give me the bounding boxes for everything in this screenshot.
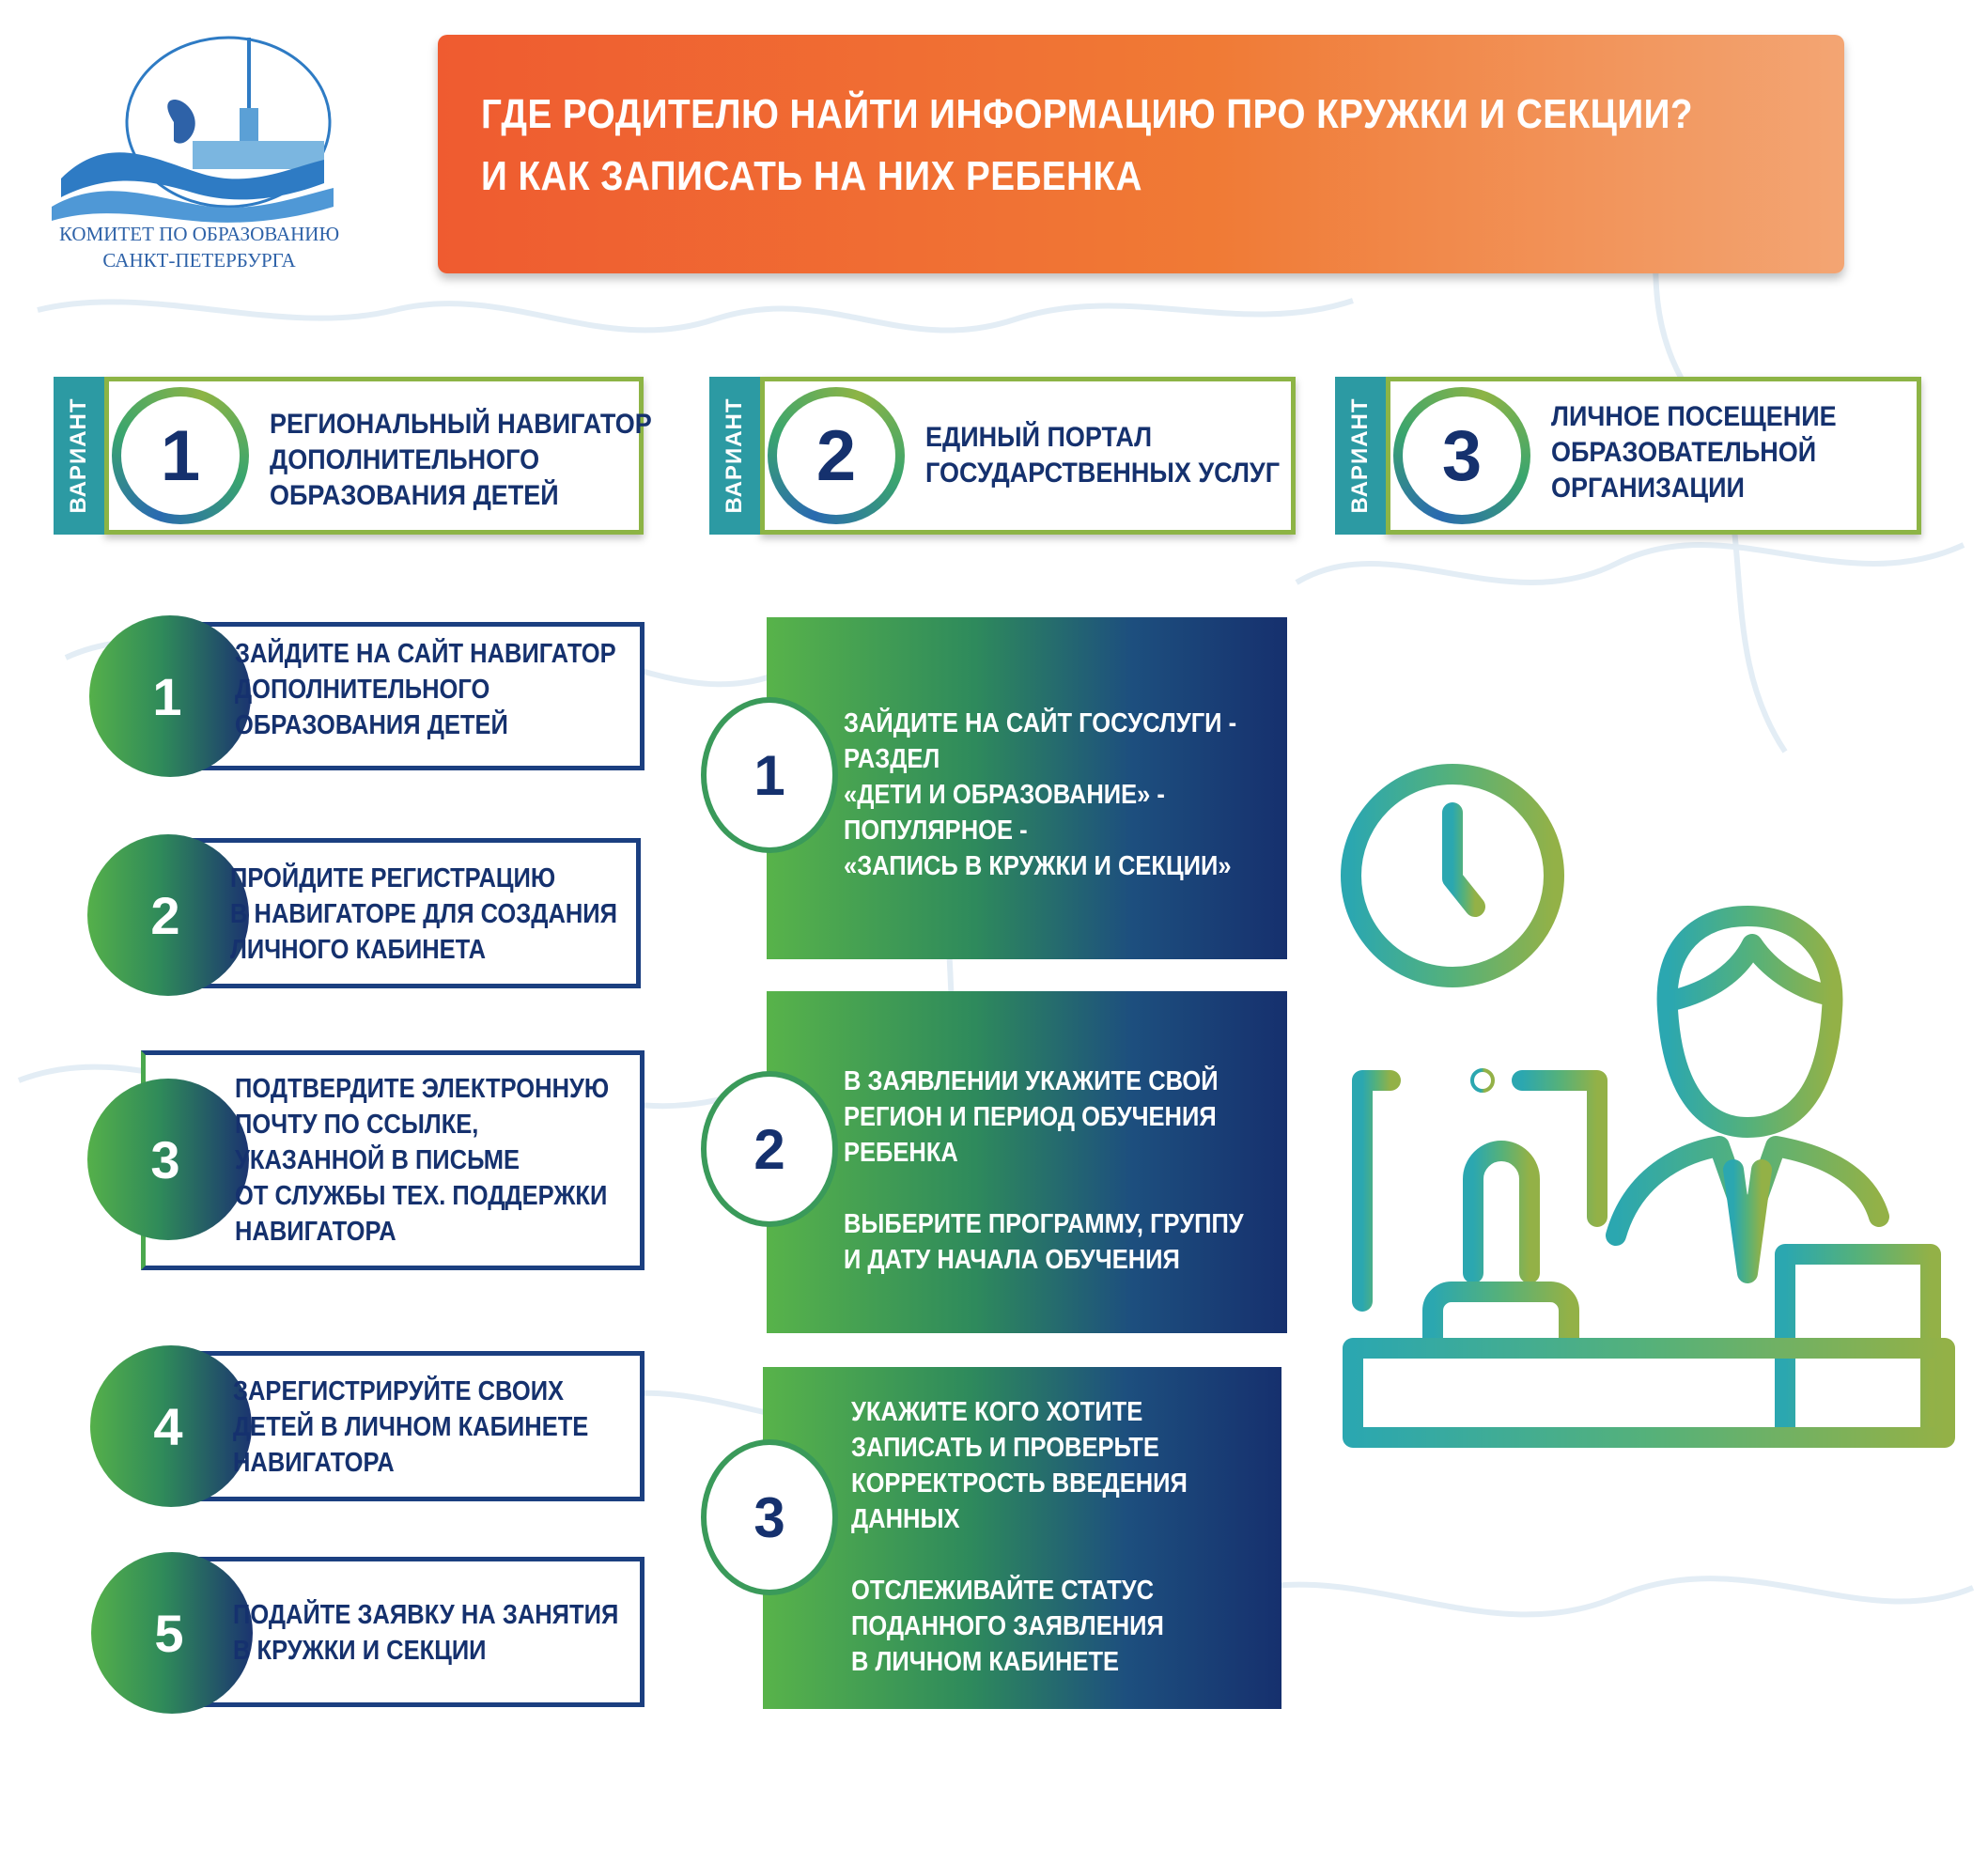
step-text-line: ПОЧТУ ПО ССЫЛКЕ, <box>235 1110 479 1140</box>
step-text-line: «ДЕТИ И ОБРАЗОВАНИЕ» - <box>844 780 1165 810</box>
variant-title-line: ОБРАЗОВАНИЯ ДЕТЕЙ <box>270 480 559 511</box>
variant-tab-label: ВАРИАНТ <box>66 397 91 514</box>
step-text-line: ЗАЙДИТЕ НА САЙТ ГОСУСЛУГИ - <box>844 708 1237 738</box>
step-number-circle: 2 <box>701 1071 838 1227</box>
variant-title-line: ЛИЧНОЕ ПОСЕЩЕНИЕ <box>1551 401 1837 432</box>
step-text-line: В ЗАЯВЛЕНИИ УКАЖИТЕ СВОЙ <box>844 1066 1219 1096</box>
step-text-line: УКАЖИТЕ КОГО ХОТИТЕ <box>851 1397 1143 1427</box>
step-text-line: ПРОЙДИТЕ РЕГИСТРАЦИЮ <box>230 863 556 893</box>
variant-number-circle <box>1393 387 1530 524</box>
step-text-line: РЕБЕНКА <box>844 1138 958 1168</box>
variant-tab <box>709 377 760 535</box>
step-text-line: ЛИЧНОГО КАБИНЕТА <box>230 935 487 965</box>
step-text-line: ПОПУЛЯРНОЕ - <box>844 816 1028 846</box>
step-text-line: ОТ СЛУЖБЫ ТЕХ. ПОДДЕРЖКИ <box>235 1181 608 1211</box>
step-text-line: ЗАПИСАТЬ И ПРОВЕРЬТЕ <box>851 1433 1159 1463</box>
step-text-line: И ДАТУ НАЧАЛА ОБУЧЕНИЯ <box>844 1245 1180 1275</box>
step-number-circle: 1 <box>701 697 838 853</box>
step-text-line: ДЕТЕЙ В ЛИЧНОМ КАБИНЕТЕ <box>233 1412 589 1442</box>
variant-title-line: ОРГАНИЗАЦИИ <box>1551 473 1745 504</box>
step-text-line: ПОДАННОГО ЗАЯВЛЕНИЯ <box>851 1611 1164 1641</box>
step-text-line: ДОПОЛНИТЕЛЬНОГО <box>235 675 490 705</box>
variant-title-line: ОБРАЗОВАТЕЛЬНОЙ <box>1551 437 1817 468</box>
step-text-line: В ЛИЧНОМ КАБИНЕТЕ <box>851 1647 1120 1677</box>
variant-number: 1 <box>121 396 240 515</box>
page-title-line-1: ГДЕ РОДИТЕЛЮ НАЙТИ ИНФОРМАЦИЮ ПРО КРУЖКИ И СЕКЦИИ? <box>481 91 1693 137</box>
variant-title-line: ДОПОЛНИТЕЛЬНОГО <box>270 444 540 475</box>
variant-1-header <box>54 377 652 535</box>
step-text-line: КОРРЕКТРОСТЬ ВВЕДЕНИЯ <box>851 1468 1188 1499</box>
variant-tab-label: ВАРИАНТ <box>722 397 747 514</box>
step-text-line: РЕГИОН И ПЕРИОД ОБУЧЕНИЯ <box>844 1102 1217 1132</box>
variant-tab <box>54 377 104 535</box>
step-number-circle: 1 <box>89 615 251 777</box>
step-text-line: ПОДТВЕРДИТЕ ЭЛЕКТРОННУЮ <box>235 1074 610 1104</box>
logo-line-2: САНКТ-ПЕТЕРБУРГА <box>102 249 296 272</box>
step-text-line: ПОДАЙТЕ ЗАЯВКУ НА ЗАНЯТИЯ <box>233 1600 619 1630</box>
step-text-line: ДАННЫХ <box>851 1504 960 1534</box>
header-banner <box>438 35 1844 273</box>
variant-3-header <box>1335 377 1921 535</box>
step-text-line: «ЗАПИСЬ В КРУЖКИ И СЕКЦИИ» <box>844 851 1232 881</box>
variant-number-circle <box>768 387 905 524</box>
step-number-circle: 3 <box>87 1079 249 1240</box>
variant-2-header <box>709 377 1296 535</box>
variant-tab <box>1335 377 1386 535</box>
step-number-circle: 4 <box>90 1345 252 1507</box>
step-text-line: НАВИГАТОРА <box>235 1217 396 1247</box>
variant-title-line: ГОСУДАРСТВЕННЫХ УСЛУГ <box>925 458 1281 489</box>
office-visit-icon <box>1334 728 1958 1517</box>
step-text-line: УКАЗАННОЙ В ПИСЬМЕ <box>235 1145 520 1175</box>
step-text-line: В КРУЖКИ И СЕКЦИИ <box>233 1636 487 1666</box>
step-number-circle: 3 <box>701 1439 838 1595</box>
step-text-line: ЗАРЕГИСТРИРУЙТЕ СВОИХ <box>233 1376 565 1406</box>
step-text-line: ОБРАЗОВАНИЯ ДЕТЕЙ <box>235 710 508 740</box>
logo-caption <box>58 221 340 273</box>
step-text-line: ВЫБЕРИТЕ ПРОГРАММУ, ГРУППУ <box>844 1209 1244 1239</box>
variant-number-circle <box>112 387 249 524</box>
variant-tab-label: ВАРИАНТ <box>1347 397 1373 514</box>
spb-emblem-icon <box>52 19 352 235</box>
step-text-line: НАВИГАТОРА <box>233 1448 395 1478</box>
step-text-line: РАЗДЕЛ <box>844 744 940 774</box>
logo-line-1: КОМИТЕТ ПО ОБРАЗОВАНИЮ <box>58 223 340 245</box>
step-text-line: ОТСЛЕЖИВАЙТЕ СТАТУС <box>851 1576 1155 1606</box>
step-number-circle: 2 <box>87 834 249 996</box>
step-text-line: В НАВИГАТОРЕ ДЛЯ СОЗДАНИЯ <box>230 899 617 929</box>
variant-title-line: ЕДИНЫЙ ПОРТАЛ <box>925 422 1153 453</box>
variant-number: 2 <box>777 396 895 515</box>
variant-number: 3 <box>1403 396 1521 515</box>
step-number-circle: 5 <box>91 1552 253 1714</box>
variant-title-line: РЕГИОНАЛЬНЫЙ НАВИГАТОР <box>270 409 652 440</box>
page-title-line-2: И КАК ЗАПИСАТЬ НА НИХ РЕБЕНКА <box>481 153 1142 199</box>
step-text-line: ЗАЙДИТЕ НА САЙТ НАВИГАТОР <box>235 639 616 669</box>
